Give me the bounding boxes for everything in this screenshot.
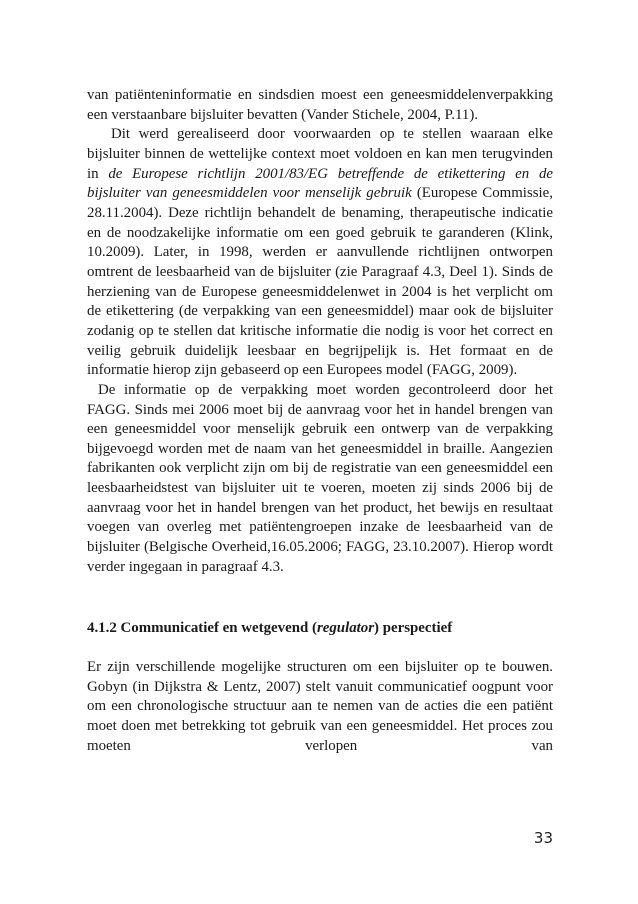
page-number: 33 — [533, 829, 553, 847]
section-heading-text-b: ) perspectief — [374, 620, 453, 637]
paragraph-2-text-a: Dit werd gerealiseerd door voorwaarden op te stellen waaraan elke bijsluiter binnen de wettelijke context moet voldoen en kan men terugvinden in — [87, 126, 553, 182]
paragraph-3-text: De informatie op de verpakking moet worden gecontroleerd door het FAGG. Sinds mei 2006 moet bij de aanvraag voor het in handel brengen van een geneesmiddel voor menselijk gebruik een ontwerp van de verpakking bijgevoegd worden met de naam van het geneesmiddel in braille. Aangezien fabrikanten ook verplicht zijn om bij de registratie van een geneesmiddel een leesbaarheidstest van bijsluiter uit te voeren, moeten zij sinds 2006 bij de aanvraag voor het in handel brengen van het product, het bewijs en resultaat voegen van overleg met patiëntengroepen inzake de leesbaarheid van de bijsluiter (Belgische Overheid,16.05.2006; FAGG, 23.10.2007). Hierop wordt verder ingegaan in paragraaf 4.3. — [87, 381, 553, 575]
paragraph-1 — [87, 86, 553, 125]
paragraph-1-text: van patiënteninformatie en sindsdien moest een geneesmiddelenverpakking een verstaanbare bijsluiter bevatten (Vander Stichele, 2004, P.11). — [87, 87, 553, 123]
paragraph-2 — [87, 125, 553, 381]
paragraph-4-text: Er zijn verschillende mogelijke structuren om een bijsluiter op te bouwen. Gobyn (in Dijkstra & Lentz, 2007) stelt vanuit communicatief oogpunt voor om een chronologische structuur aan te nemen van de acties die een patiënt moet doen met betrekking tot gebruik van een geneesmiddel. Het proces zou moeten verlopen van — [87, 659, 553, 754]
document-page — [87, 86, 553, 756]
paragraph-4 — [87, 658, 553, 756]
section-heading — [87, 619, 553, 639]
directive-title: de Europese richtlijn 2001/83/EG betreffende de etikettering en de bijsluiter van geneesmiddelen voor menselijk gebruik — [87, 165, 553, 202]
section-heading-text-a: 4.1.2 Communicatief en wetgevend ( — [87, 620, 317, 637]
paragraph-3 — [87, 381, 553, 578]
paragraph-2-text-b: (Europese Commissie, 28.11.2004). Deze richtlijn behandelt de benaming, therapeutische indicatie en de noodzakelijke informatie om een goed gebruik te garanderen (Klink, 10.2009). Later, in 1998, werden er aanvullende richtlijnen ontworpen omtrent de leesbaarheid van de bijsluiter (zie Paragraaf 4.3, Deel 1). Sinds de herziening van de Europese geneesmiddelenwet in 2004 is het verplicht om de etikettering (de verpakking van een geneesmiddel) maar ook de bijsluiter zodanig op te stellen dat kritische informatie die nodig is voor het correct en veilig gebruik duidelijk leesbaar en begrijpelijk is. Het formaat en de informatie hierop zijn gebaseerd op een Europees model (FAGG, 2009). — [87, 185, 553, 379]
section-heading-emphasis: regulator — [316, 620, 375, 637]
